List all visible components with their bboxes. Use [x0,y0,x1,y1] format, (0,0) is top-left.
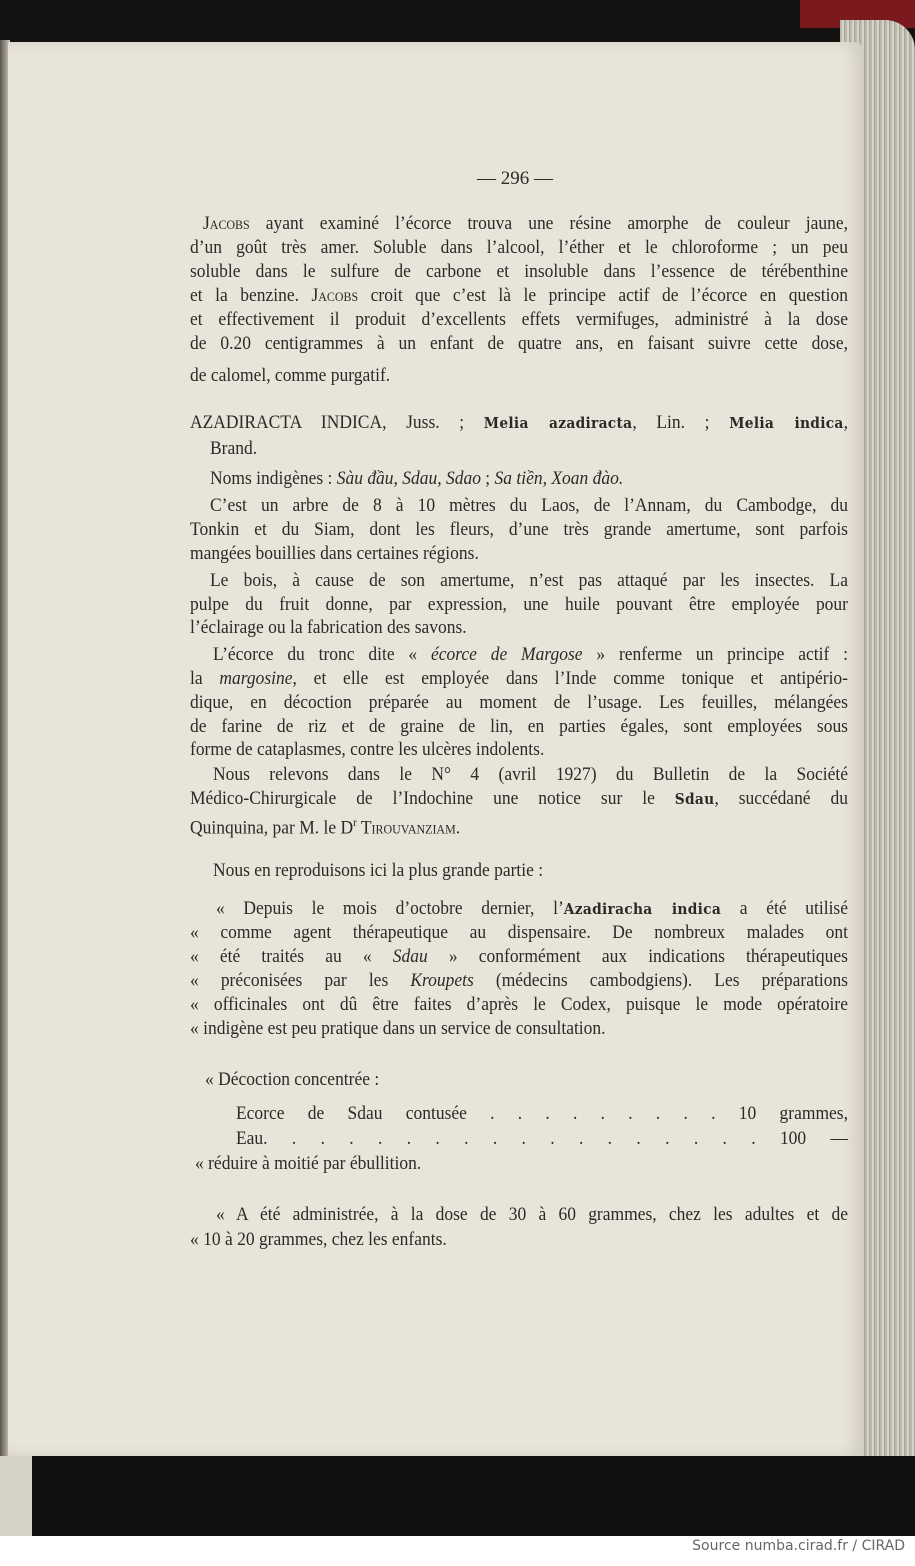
text-run: d’un goût très amer. Soluble dans l’alcool, l’éther et le chloroforme ; un peu [190,237,848,258]
text-run: « été traités au « [190,946,393,967]
italic-term: Sa tiền, Xoan đào. [494,468,624,489]
text-line [190,593,848,617]
text-run: soluble dans le sulfure de carbone et insoluble dans l’essence de térébenthine [190,261,848,282]
text-run: « comme agent thérapeutique au dispensaire. De nombreux malades ont [190,922,848,943]
small-caps-name: Tirouvanziam. [356,817,461,839]
text-line [190,1228,848,1252]
text-line [213,643,848,667]
text-line [216,1203,848,1227]
text-run: Médico-Chirurgicale de l’Indochine une notice sur le [190,788,675,809]
text-run: Eau. . . . . . . . . . . . . . . . . . 100 — [236,1128,848,1149]
text-run: » renferme un principe actif : [582,644,849,665]
text-line [190,332,848,356]
text-run: de calomel, comme purgatif. [190,365,391,386]
text-line [190,921,848,945]
text-line [190,993,848,1017]
italic-term: Sàu đầu, Sdau, Sdao [336,468,481,489]
text-run: AZADIRACTA INDICA, Juss. ; [190,412,484,433]
source-credit: Source numba.cirad.fr / CIRAD [692,1538,905,1554]
text-run: la [190,668,220,689]
text-run: , succédané du [714,788,848,809]
text-run: r [353,815,357,829]
text-run: ; [480,468,495,489]
text-line [190,1017,848,1041]
text-line [190,691,848,715]
page-number: — 296 — [477,168,553,189]
text-run: « réduire à moitié par ébullition. [195,1153,422,1174]
text-run: Nous relevons dans le N° 4 (avril 1927) du Bulletin de la Société [213,764,848,785]
text-run: (médecins cambodgiens). Les préparations [473,970,849,991]
bold-term: Melia azadiracta [483,414,633,432]
bold-term: Melia indica [729,414,844,432]
text-run: Tonkin et du Siam, dont les fleurs, d’une très grande amertume, sont parfois [190,519,848,540]
text-run: croit que c’est là le principe actif de l’écorce en question [358,285,848,306]
text-run: « 10 à 20 grammes, chez les enfants. [190,1229,447,1250]
text-line [210,494,848,518]
text-line [190,308,848,332]
text-run: de farine de riz et de graine de lin, en parties égales, sont employées sous [190,716,848,737]
text-run: L’écorce du tronc dite « [213,644,431,665]
text-line [195,1152,848,1176]
text-run: » conformément aux indications thérapeutiques [427,946,848,967]
text-run: et effectivement il produit d’excellents effets vermifuges, administré à la dose [190,309,848,330]
text-line [190,810,848,840]
text-line [210,467,848,491]
text-run: « Décoction concentrée : [205,1069,380,1090]
text-run: « officinales ont dû être faites d’après le Codex, puisque le mode opératoire [190,994,848,1015]
text-run: « indigène est peu pratique dans un service de consultation. [190,1018,606,1039]
text-line [190,738,848,762]
text-run: , [843,412,848,433]
text-run: C’est un arbre de 8 à 10 mètres du Laos, de l’Annam, du Cambodge, du [210,495,848,516]
text-line [190,364,848,388]
scanner-background-bottom [0,1456,915,1536]
text-line [203,212,848,236]
text-run: « préconisées par les [190,970,411,991]
text-run: Brand. [210,438,258,459]
text-line [190,260,848,284]
scanner-background-corner [0,1456,32,1536]
text-line [236,1127,848,1151]
text-line [190,787,848,811]
text-line [190,969,848,993]
text-line [190,284,848,308]
text-line [190,518,848,542]
text-line [236,1102,848,1126]
text-run: a été utilisé [721,898,848,919]
text-run: , et elle est employée dans l’Inde comme tonique et antipério- [292,668,848,689]
text-line [213,859,848,883]
text-line [210,569,848,593]
text-run: dique, en décoction préparée au moment de l’usage. Les feuilles, mélangées [190,692,848,713]
italic-term: Kroupets [410,970,474,991]
text-line [190,715,848,739]
small-caps-name: Jacobs [311,285,359,306]
text-run: Noms indigènes : [210,468,337,489]
text-run: , Lin. ; [632,412,730,433]
italic-term: Sdau [392,946,428,967]
italic-term: margosine [219,668,293,689]
text-run: Ecorce de Sdau contusée . . . . . . . . . 10 grammes, [236,1103,848,1124]
bold-term: Azadiracha indica [563,900,722,918]
text-line [190,236,848,260]
text-run: pulpe du fruit donne, par expression, une huile pouvant être employée pour [190,594,848,615]
text-run: l’éclairage ou la fabrication des savons. [190,617,467,638]
text-run: « A été administrée, à la dose de 30 à 60 grammes, chez les adultes et de [216,1204,848,1225]
text-run: « Depuis le mois d’octobre dernier, l’ [216,898,564,919]
bold-term: Sdau [674,790,715,808]
text-line [190,667,848,691]
text-line [190,542,848,566]
small-caps-name: Jacobs [203,213,250,234]
text-line [213,763,848,787]
text-run: Nous en reproduisons ici la plus grande partie : [213,860,544,881]
text-line [190,411,848,435]
text-run: forme de cataplasmes, contre les ulcères indolents. [190,739,545,760]
italic-term: écorce de Margose [430,644,583,665]
text-run: mangées bouillies dans certaines régions. [190,543,479,564]
text-run: Quinquina, par M. le D [190,817,354,839]
text-line [190,616,848,640]
text-run: Le bois, à cause de son amertume, n’est pas attaqué par les insectes. La [210,570,848,591]
text-run: de 0.20 centigrammes à un enfant de quatre ans, en faisant suivre cette dose, [190,333,848,354]
text-line [210,437,848,461]
text-line [190,945,848,969]
text-line [216,897,848,921]
text-line [205,1068,848,1092]
text-run: ayant examiné l’écorce trouva une résine amorphe de couleur jaune, [249,213,848,234]
text-run: et la benzine. [190,285,312,306]
